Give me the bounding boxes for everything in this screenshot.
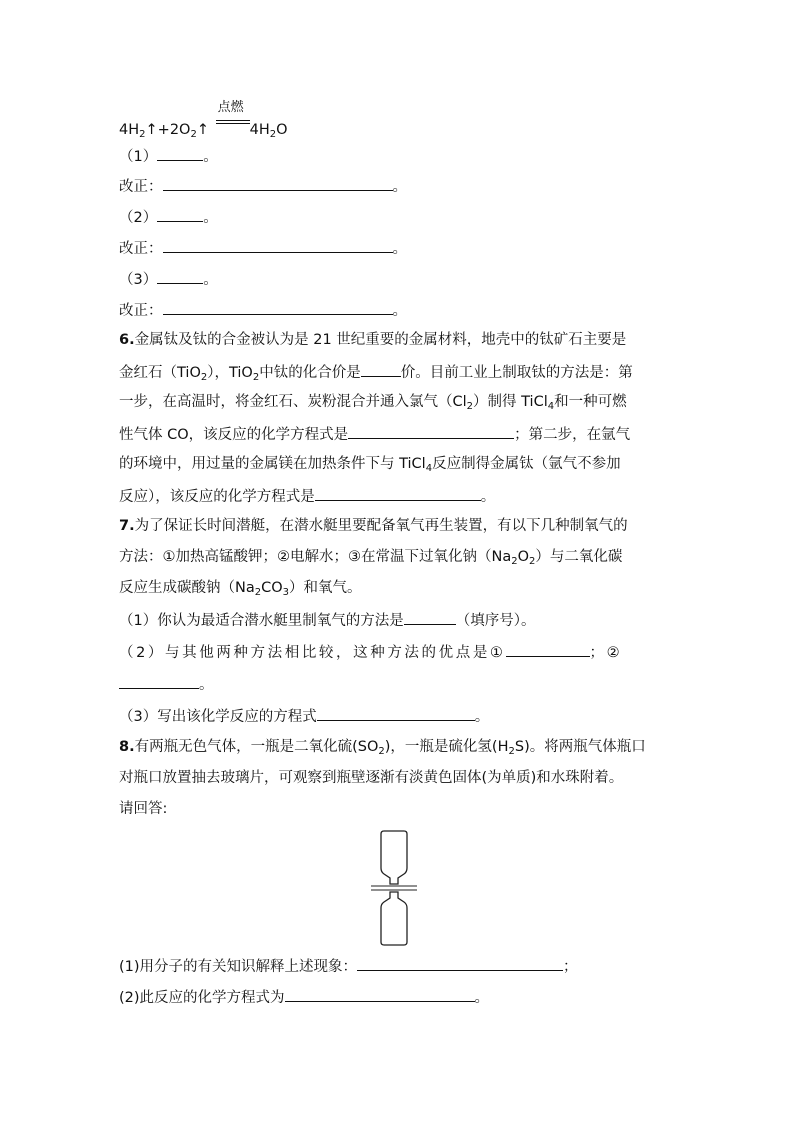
q7-text: （2）与其他两种方法相比较，这种方法的优点是① [119,645,506,661]
q7-text: 。 [199,677,214,693]
item-end: 。 [203,272,218,288]
q8-text: )，一瓶是硫化氢(H [384,739,509,755]
question-number: 6. [119,332,135,348]
q7-text: ；② [589,645,623,661]
item-label: （3） [119,272,158,288]
q5-correction-2 [119,237,407,259]
equation-line [119,100,288,145]
q7-line-1 [119,516,628,536]
upper-bottle [381,831,407,884]
answer-blank[interactable] [357,955,563,971]
item-end: 。 [203,210,218,226]
q6-text: 价。目前工业上制取钛的方法是：第 [400,365,633,381]
q6-sub: 4 [425,463,433,474]
answer-blank[interactable] [157,145,203,161]
answer-blank[interactable] [285,986,475,1002]
q7-text: O [517,549,530,565]
answer-blank[interactable] [157,206,203,222]
question-number: 7. [119,518,135,534]
answer-blank[interactable] [348,423,514,439]
q7-sub-2-cont [119,673,214,695]
answer-blank[interactable] [404,609,456,625]
q6-text: 中钛的化合价是 [259,365,361,381]
q6-text: 反应），该反应的化学方程式是 [119,489,315,505]
eq-sub: 2 [190,129,197,140]
q8-line-2 [119,768,623,788]
answer-blank[interactable] [317,705,475,721]
q7-text: （1）你认为最适合潜水艇里制氧气的方法是 [119,613,404,629]
correction-label: 改正： [119,179,163,195]
q8-text: 请回答: [119,801,168,817]
item-label: （1） [119,149,158,165]
q7-text: 方法：①加热高锰酸钾；②电解水；③在常温下过氧化钠（Na [119,549,512,565]
reaction-condition [217,100,250,134]
q7-sub-2 [119,641,622,663]
q6-text: 反应制得金属钛（氩气不参加 [432,456,621,472]
question-number: 8. [119,739,135,755]
q8-line-3 [119,799,167,819]
eq-sub: 2 [269,129,277,140]
eq-sub: 2 [139,129,146,140]
q5-correction-1 [119,175,407,197]
item-label: （2） [119,210,158,226]
q7-sub-1 [119,609,535,631]
equals-bar-bottom [216,123,250,124]
q7-sub: 3 [282,587,290,598]
correction-label: 改正： [119,303,163,319]
q5-item-3 [119,268,218,290]
correction-end: 。 [392,179,407,195]
q7-text: （填序号）。 [455,613,536,629]
correction-end: 。 [392,241,407,257]
q6-line-6 [119,485,495,507]
q6-text: ；第二步，在氩气 [514,427,631,443]
q8-sub: 2 [378,746,385,757]
q6-text: 。 [480,489,496,505]
q6-sub: 4 [547,401,555,412]
q7-sub: 2 [254,587,262,598]
q8-text: (1)用分子的有关知识解释上述现象： [119,959,358,975]
q6-text: 金红石（TiO [119,365,201,381]
q7-text: 为了保证长时间潜艇，在潜水艇里要配备氧气再生装置，有以下几种制氧气的 [134,518,628,534]
two-bottles-diagram [369,828,419,948]
q7-line-2 [119,547,622,572]
q8-text: 有两瓶无色气体，一瓶是二氧化硫(SO [134,739,379,755]
correction-end: 。 [392,303,407,319]
q8-text: 对瓶口放置抽去玻璃片，可观察到瓶壁逐渐有淡黄色固体(为单质)和水珠附着。 [119,770,624,786]
q7-text: ）和氧气。 [289,580,362,596]
eq-text: O [276,122,288,138]
lower-bottle [381,892,407,945]
q7-sub: 2 [511,556,518,567]
answer-blank[interactable] [119,673,199,689]
q6-sub: 2 [200,372,208,383]
eq-text: 4H [249,122,270,138]
answer-blank[interactable] [163,175,393,191]
q8-text: S)。将两瓶气体瓶口 [514,739,646,755]
q6-sub: 2 [252,372,260,383]
q5-item-2 [119,206,218,228]
q6-text: 金属钛及钛的合金被认为是 21 世纪重要的金属材料，地壳中的钛矿石主要是 [134,332,627,348]
answer-blank[interactable] [163,299,393,315]
item-end: 。 [203,149,218,165]
q6-text: ），TiO [207,365,253,381]
eq-text: +2O [157,122,191,138]
q8-sub: 2 [508,746,515,757]
q6-text: ）制得 TiCl [473,394,548,410]
answer-blank[interactable] [506,641,590,657]
answer-blank[interactable] [157,268,203,284]
answer-blank[interactable] [163,237,393,253]
q6-sub: 2 [466,401,474,412]
q8-text: ； [563,959,578,975]
q6-text: 一步，在高温时，将金红石、炭粉混合并通入氯气（Cl [119,394,467,410]
q8-text: (2)此反应的化学方程式为 [119,990,285,1006]
q7-text: （3）写出该化学反应的方程式 [119,709,317,725]
q5-item-1 [119,145,218,167]
q6-line-3 [119,392,627,417]
q7-sub: 2 [529,556,536,567]
equals-bar-top [216,120,250,121]
answer-blank[interactable] [315,485,481,501]
q8-sub-1 [119,955,578,977]
q8-sub-2 [119,986,489,1008]
q7-text: ）与二氧化碳 [535,549,623,565]
q7-text: CO [261,580,283,596]
q6-text: 性气体 CO，该反应的化学方程式是 [119,427,349,443]
q8-line-1 [119,737,646,762]
correction-label: 改正： [119,241,163,257]
eq-arrow: ↑ [196,122,209,138]
q6-line-5 [119,454,621,479]
q6-line-4 [119,423,630,445]
condition-label: 点燃 [217,100,244,115]
q6-text: 和一种可燃 [554,394,627,410]
eq-text: 4H [119,122,140,138]
q7-sub-3 [119,705,489,727]
answer-blank[interactable] [361,361,401,377]
q6-text: 的环境中，用过量的金属镁在加热条件下与 TiCl [119,456,426,472]
eq-arrow: ↑ [145,122,158,138]
q5-correction-3 [119,299,407,321]
q8-text: 。 [474,990,490,1006]
q7-text: 反应生成碳酸钠（Na [119,580,255,596]
q6-line-1 [119,330,626,350]
q6-line-2 [119,361,633,388]
q7-line-3 [119,578,362,603]
q7-text: 。 [474,709,490,725]
